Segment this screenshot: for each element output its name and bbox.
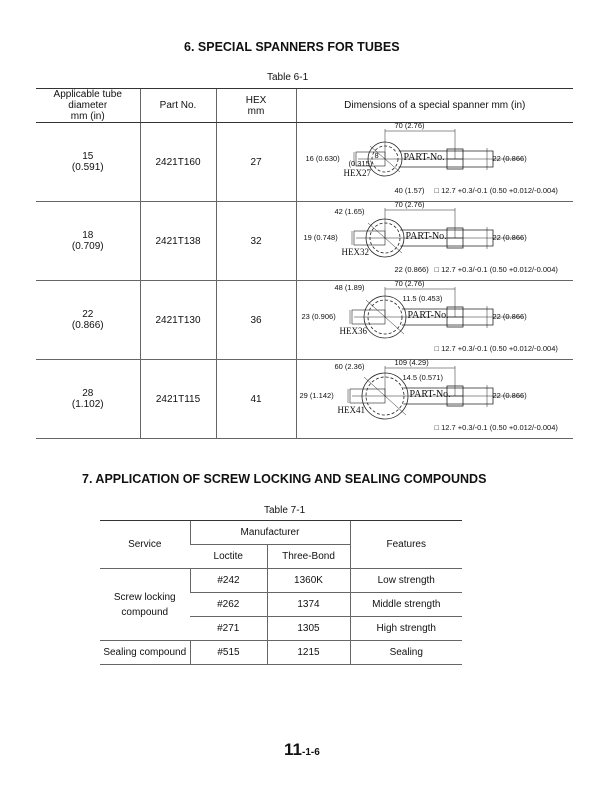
table-7-caption: Table 7-1 <box>264 505 306 516</box>
dim-length: 109 (4.29) <box>394 358 429 367</box>
dim-width-left: 29 (1.142) <box>299 391 334 400</box>
dim-c: 40 (1.57) <box>394 186 425 195</box>
diameter-in: (0.591) <box>71 162 104 173</box>
hex-label: HEX36 <box>339 326 367 336</box>
dim-c: 11.5 (0.453) <box>402 294 443 303</box>
group-screw-locking: Screw locking compound <box>100 569 190 641</box>
header-part: Part No. <box>140 89 216 123</box>
hex-label: HEX32 <box>341 247 369 257</box>
cell-threebond: 1374 <box>267 593 350 617</box>
diameter-in: (0.866) <box>71 320 104 331</box>
dim-width-right: 22 (0.866) <box>492 312 527 321</box>
dim-length: 70 (2.76) <box>394 200 425 209</box>
cell-loctite: #271 <box>190 617 267 641</box>
section-6-title: 6. SPECIAL SPANNERS FOR TUBES <box>184 40 400 54</box>
cell-service: Sealing compound <box>100 641 190 665</box>
header-threebond: Three-Bond <box>267 545 350 569</box>
part-no-label: PART-No. <box>409 389 451 400</box>
cell-features: Low strength <box>350 569 462 593</box>
table-row <box>36 360 573 439</box>
cell-diameter <box>36 202 140 281</box>
cell-threebond: 1360K <box>267 569 350 593</box>
cell-part-no: 2421T115 <box>140 360 216 439</box>
header-service: Service <box>100 521 190 569</box>
table-row <box>100 569 462 593</box>
cell-hex: 41 <box>216 360 296 439</box>
dim-width-left: 19 (0.748) <box>303 233 338 242</box>
cell-features: Sealing <box>350 641 462 665</box>
table-row <box>36 202 573 281</box>
cell-hex: 27 <box>216 123 296 202</box>
cell-features: Middle strength <box>350 593 462 617</box>
header-features: Features <box>350 521 462 569</box>
page-number-main: 11 <box>284 740 302 759</box>
header-manufacturer: Manufacturer <box>190 521 350 545</box>
header-hex: HEX <box>245 94 267 106</box>
table-6-caption: Table 6-1 <box>267 72 309 83</box>
spanner-diagram <box>296 360 573 439</box>
diameter-in: (1.102) <box>71 399 104 410</box>
dim-width-left: 16 (0.630) <box>305 154 340 163</box>
cell-hex: 36 <box>216 281 296 360</box>
page-number <box>284 740 320 760</box>
dim-a: 42 (1.65) <box>334 207 365 216</box>
cell-loctite: #242 <box>190 569 267 593</box>
square-dim: □ 12.7 +0.3/-0.1 (0.50 +0.012/-0.004) <box>434 344 558 353</box>
header-diameter-unit: mm (in) <box>70 111 105 122</box>
dim-width-right: 22 (0.866) <box>492 154 527 163</box>
spanner-diagram <box>296 202 573 281</box>
dim-width-left: 23 (0.906) <box>301 312 336 321</box>
cell-threebond: 1305 <box>267 617 350 641</box>
cell-hex: 32 <box>216 202 296 281</box>
diameter-in: (0.709) <box>71 241 104 252</box>
cell-diameter <box>36 281 140 360</box>
table-header <box>36 89 573 123</box>
part-no-label: PART-No. <box>407 310 449 321</box>
cell-part-no: 2421T138 <box>140 202 216 281</box>
cell-diameter <box>36 123 140 202</box>
diameter-mm: 22 <box>82 309 94 320</box>
dim-b: (0.315) <box>348 159 373 168</box>
dim-width-right: 22 (0.866) <box>492 391 527 400</box>
diameter-mm: 15 <box>82 151 94 162</box>
square-dim: □ 12.7 +0.3/-0.1 (0.50 +0.012/-0.004) <box>434 186 558 195</box>
page-number-sub: -1-6 <box>301 747 320 758</box>
hex-label: HEX41 <box>337 405 365 415</box>
dim-a: 8 <box>374 151 379 160</box>
diameter-mm: 18 <box>82 230 94 241</box>
square-dim: □ 12.7 +0.3/-0.1 (0.50 +0.012/-0.004) <box>434 265 558 274</box>
header-diameter: Applicable tube diameter <box>53 89 122 111</box>
dim-width-right: 22 (0.866) <box>492 233 527 242</box>
header-dims: Dimensions of a special spanner mm (in) <box>296 89 573 123</box>
part-no-label: PART-No. <box>403 152 445 163</box>
dim-c: 22 (0.866) <box>394 265 429 274</box>
dim-a: 48 (1.89) <box>334 283 365 292</box>
dim-length: 70 (2.76) <box>394 279 425 288</box>
header-loctite: Loctite <box>190 545 267 569</box>
spanner-table <box>36 88 573 439</box>
dim-a: 60 (2.36) <box>334 362 365 371</box>
part-no-label: PART-No. <box>405 231 447 242</box>
square-dim: □ 12.7 +0.3/-0.1 (0.50 +0.012/-0.004) <box>434 423 558 432</box>
dim-c: 14.5 (0.571) <box>402 373 443 382</box>
table-row <box>36 281 573 360</box>
section-7-title: 7. APPLICATION OF SCREW LOCKING AND SEALING COMPOUNDS <box>82 472 487 486</box>
compound-table <box>100 520 462 665</box>
hex-label: HEX27 <box>343 168 371 178</box>
cell-loctite: #262 <box>190 593 267 617</box>
cell-part-no: 2421T160 <box>140 123 216 202</box>
spanner-diagram <box>296 123 573 202</box>
cell-loctite: #515 <box>190 641 267 665</box>
header-hex-unit: mm <box>247 105 265 117</box>
dim-length: 70 (2.76) <box>394 121 425 130</box>
cell-diameter <box>36 360 140 439</box>
diameter-mm: 28 <box>82 388 94 399</box>
cell-features: High strength <box>350 617 462 641</box>
cell-part-no: 2421T130 <box>140 281 216 360</box>
spanner-diagram <box>296 281 573 360</box>
table-row <box>100 641 462 665</box>
cell-threebond: 1215 <box>267 641 350 665</box>
table-row <box>36 123 573 202</box>
